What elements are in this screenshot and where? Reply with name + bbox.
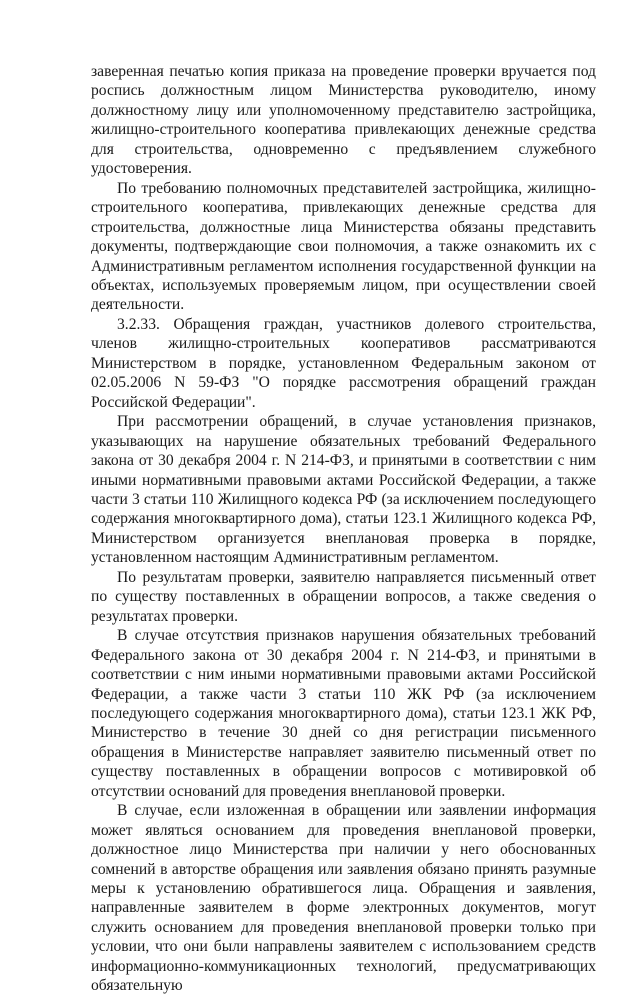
- paragraph-authorship-doubt: В случае, если изложенная в обращении или заявлении информация может являться основанием для проведения внеплановой проверки, должностное лицо Министерства при наличии у него обоснованных сомнений в авторстве обращения или заявления обязано принять разумные меры к установлению обратившегося лица. Обращения и заявления, направленные заявителем в форме электронных документов, могут служить основанием для проведения внеплановой проверки только при условии, что они были направлены заявителем с использованием средств информационно-коммуникационных технологий, предусматривающих обязательную: [91, 802, 596, 995]
- paragraph-inspection-result: По результатам проверки, заявителю направляется письменный ответ по существу поставленных в обращении вопросов, а также сведения о результатах проверки.: [91, 568, 596, 625]
- paragraph-no-violation: В случае отсутствия признаков нарушения обязательных требований Федерального закона от 30 декабря 2004 г. N 214-ФЗ, и принятыми в соответствии с ним иными нормативными правовыми актами Российской Федерации, а также части 3 статьи 110 ЖК РФ (за исключением последующего содержания многоквартирного дома), статьи 123.1 ЖК РФ, Министерство в течение 30 дней со дня регистрации письменного обращения в Министерстве направляет заявителю письменный ответ по существу поставленных в обращении вопросов с мотивировкой об отсутствии оснований для проведения внеплановой проверки.: [91, 627, 596, 800]
- paragraph-continuation: заверенная печатью копия приказа на проведение проверки вручается под роспись должностным лицом Министерства руководителю, иному должностному лицу или уполномоченному представителю застройщика, жилищно-строительного кооператива привлекающих денежные средства для строительства, одновременно с предъявлением служебного удостоверения.: [91, 63, 596, 178]
- paragraph-3-2-33: 3.2.33. Обращения граждан, участников долевого строительства, членов жилищно-строительных кооперативов рассматриваются Министерством в порядке, установленном Федеральным законом от 02.05.2006 N 59-ФЗ "О порядке рассмотрения обращений граждан Российской Федерации".: [91, 315, 596, 411]
- document-page: [91, 62, 596, 996]
- paragraph-credentials: По требованию полномочных представителей застройщика, жилищно-строительного кооператива, привлекающих денежные средства для строительства, должностные лица Министерства обязаны представить документы, подтверждающие свои полномочия, а также ознакомить их с Административным регламентом исполнения государственной функции на объектах, используемых проверяемым лицом, при осуществлении своей деятельности.: [91, 179, 596, 314]
- paragraph-inspection-trigger: При рассмотрении обращений, в случае установления признаков, указывающих на нарушение обязательных требований Федерального закона от 30 декабря 2004 г. N 214-ФЗ, и принятыми в соответствии с ним иными нормативными правовыми актами Российской Федерации, а также части 3 статьи 110 Жилищного кодекса РФ (за исключением последующего содержания многоквартирного дома), статьи 123.1 Жилищного кодекса РФ, Министерством организуется внеплановая проверка в порядке, установленном настоящим Административным регламентом.: [91, 413, 596, 567]
